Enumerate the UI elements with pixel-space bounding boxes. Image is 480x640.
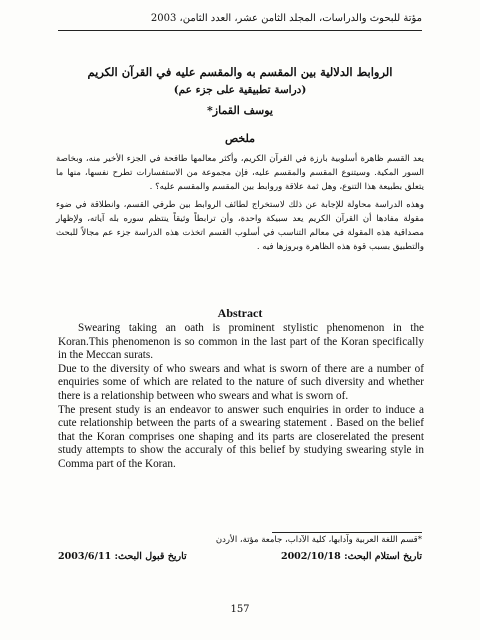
running-header: مؤتة للبحوث والدراسات، المجلد الثامن عشر، العدد الثامن، 2003 — [150, 13, 422, 24]
date-accepted-value: 2003/6/11 — [58, 551, 112, 562]
header-rule — [58, 30, 422, 31]
author-affiliation-footnote: *قسم اللغة العربية وآدابها، كلية الآداب، جامعة مؤتة، الأردن — [215, 535, 422, 545]
abstract-english-paragraph-3: The present study is an endeavor to answer such enquiries in order to induce a cute relationship between the parts of a swearing statement . Based on the belief that the Koran comprises one shaping and its parts are closerelated the present study attempts to show the accuraly of this belief by studying swearing style in Comma part of the Koran. — [58, 403, 424, 470]
date-accepted — [58, 551, 187, 562]
author-name: يوسف القماز* — [207, 104, 273, 117]
date-received — [281, 551, 422, 562]
page-number: 157 — [230, 604, 250, 615]
submission-dates — [58, 551, 422, 567]
abstract-heading-arabic: ملخص — [224, 132, 256, 145]
article-title-arabic: الروابط الدلالية بين المقسم به والمقسم عليه في القرآن الكريم — [87, 65, 393, 79]
abstract-arabic — [56, 152, 424, 258]
abstract-heading-english: Abstract — [217, 306, 263, 320]
footnote-rule — [272, 532, 422, 533]
abstract-english — [58, 322, 424, 472]
abstract-arabic-paragraph-2: وهذه الدراسة محاولة للإجابة عن ذلك لاستخراج لطائف الروابط بين طرفي القسم، وانطلاقة في ضوء مقولة مفادها أن القرآن الكريم يعد سبيكة واحدة، وأن ترابطاً وثيقاً ينتظم سوره بله آياته، ولإظهار مصداقية هذه المقولة في معالم التناسب في أسلوب القسم اتخذت هذه الدراسة جزء عم مجالاً للبحث والتطبيق بسبب قوة هذه الظاهرة وبروزها فيه . — [56, 200, 424, 252]
article-subtitle-arabic: (دراسة تطبيقية على جزء عم) — [173, 84, 307, 96]
abstract-arabic-paragraph-1: يعد القسم ظاهرة أسلوبية بارزة في القرآن الكريم، وأكثر معالمها طافحة في الجزء الأخير منه، وبخاصة السور المكية. وسيتنوع المقسم والمقسم عليه، فإن مجموعة من الاستفسارات تطرح نفسها، منها ما يتعلق بطبيعة هذا التنوع، وهل ثمة علاقة وروابط بين المقسم والمقسم عليه؟ . — [56, 154, 424, 192]
date-accepted-label: تاريخ قبول البحث: — [114, 551, 187, 562]
abstract-english-paragraph-1: Swearing taking an oath is prominent stylistic phenomenon in the Koran.This phenomenon is so common in the last part of the Koran specifically in the Meccan surats. — [58, 322, 424, 362]
abstract-english-paragraph-2: Due to the diversity of who swears and what is sworn of there are a number of enquiries some of which are related to the nature of such diversity and whether there is a relationship between who swears and what is sworn of. — [58, 362, 424, 402]
date-received-label: تاريخ استلام البحث: — [344, 551, 422, 562]
date-received-value: 2002/10/18 — [280, 551, 341, 562]
